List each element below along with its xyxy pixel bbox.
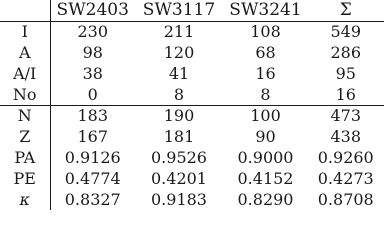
header-cell-sum: Σ [308, 0, 384, 21]
row-label: No [0, 84, 50, 105]
table-row [0, 21, 384, 42]
table-cell: 16 [308, 84, 384, 105]
table-cell: 0.4152 [237, 168, 294, 188]
table-cell: 16 [255, 63, 276, 83]
table-cell: 90 [255, 127, 276, 147]
table-cell: 438 [308, 127, 384, 148]
header-cell-sw3241: SW3241 [223, 0, 308, 21]
table-cell: 68 [255, 42, 276, 62]
table-cell: 120 [163, 42, 195, 62]
row-label: Z [0, 127, 50, 148]
table-cell: 190 [163, 106, 195, 126]
table-row [0, 63, 384, 84]
header-cell-sw3117: SW3117 [135, 0, 223, 21]
table-cell: 8 [223, 84, 308, 105]
table-cell: 211 [163, 22, 195, 42]
table-cell: 95 [308, 63, 384, 84]
row-label: I [0, 21, 50, 42]
table-cell: 183 [77, 106, 109, 126]
table-cell: 41 [168, 63, 190, 83]
table-cell: 0.4273 [308, 168, 384, 189]
table-row [0, 189, 384, 210]
table-row [0, 127, 384, 148]
header-cell-corner [0, 0, 50, 21]
table-cell: 98 [82, 42, 103, 62]
table-row [0, 84, 384, 105]
table-cell: 0.9260 [308, 148, 384, 169]
table-cell: 0.9000 [237, 147, 294, 167]
table-row [0, 168, 384, 189]
table-cell: 0.4774 [64, 168, 121, 188]
header-row [0, 0, 384, 21]
table-cell: 181 [163, 127, 195, 147]
row-label: PA [0, 148, 50, 169]
table-row [0, 43, 384, 64]
table-cell: 0.9126 [64, 147, 121, 167]
table-cell: 0.9183 [151, 189, 207, 209]
table-row [0, 148, 384, 169]
table-cell: 549 [308, 21, 384, 42]
table-row [0, 105, 384, 126]
table-cell: 286 [308, 43, 384, 64]
table-cell: 167 [77, 127, 109, 147]
table-cell: 0 [50, 84, 135, 105]
table-cell: 108 [250, 22, 281, 42]
row-label: κ [0, 189, 50, 210]
table-cell: 0.8290 [237, 189, 294, 209]
table-cell: 38 [82, 63, 103, 83]
row-label: A/I [0, 63, 50, 84]
header-cell-sw2403: SW2403 [50, 0, 135, 21]
row-label: A [0, 43, 50, 64]
table-cell: 230 [77, 22, 109, 42]
row-label: N [0, 105, 50, 126]
table-cell: 0.9526 [151, 147, 207, 167]
table-cell: 100 [250, 106, 281, 126]
table-cell: 0.8708 [308, 189, 384, 210]
table-cell: 8 [135, 84, 223, 105]
table-cell: 0.4201 [151, 168, 207, 188]
row-label: PE [0, 168, 50, 189]
table-cell: 0.8327 [64, 189, 121, 209]
table-cell: 473 [308, 105, 384, 126]
